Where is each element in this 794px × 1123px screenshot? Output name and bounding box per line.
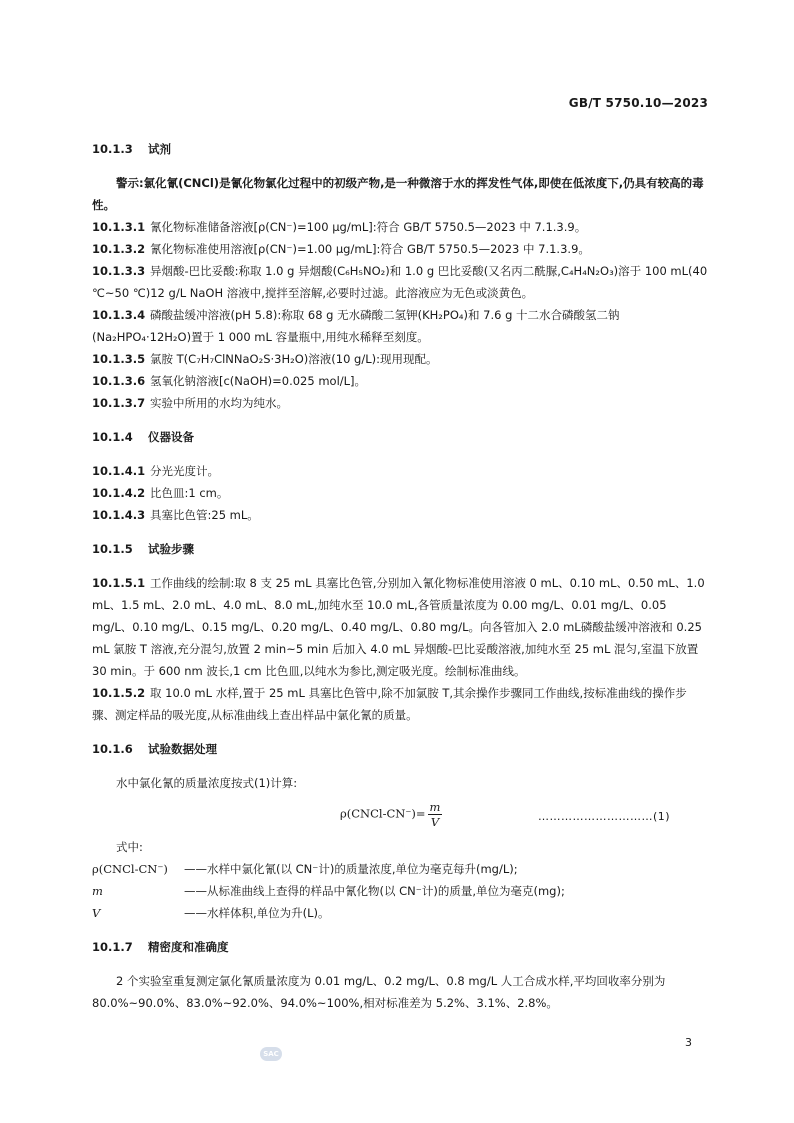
section-heading-10-1-6 [92,738,708,760]
clause-text: 异烟酸-巴比妥酸:称取 1.0 g 异烟酸(C₆H₅NO₂)和 1.0 g 巴比妥酸(又名丙二酰脲,C₄H₄N₂O₃)溶于 100 mL(40 ℃~50 ℃)12 g/L NaOH 溶液中,搅拌至溶解,必要时过滤。此溶液应为无色或淡黄色。 [92,264,708,300]
section-number: 10.1.3 [92,142,133,156]
section-number: 10.1.4 [92,430,133,444]
section-number: 10.1.5 [92,542,133,556]
clause-10-1-3-3 [92,260,708,304]
section-title: 仪器设备 [148,430,194,444]
section-number: 10.1.7 [92,940,133,954]
clause-text: 工作曲线的绘制:取 8 支 25 mL 具塞比色管,分别加入氰化物标准使用溶液 0 mL、0.10 mL、0.50 mL、1.0 mL、1.5 mL、2.0 mL、4.0 mL、8.0 mL,加纯水至 10.0 mL,各管质量浓度为 0.00 mg/L、0.01 mg/L、0.05 mg/L、0.10 mg/L、0.15 mg/L、0.20 mg/L、0.40 mg/L、0.80 mg/L。向各管加入 2.0 mL磷酸盐缓冲溶液和 0.25 mL 氯胺 T 溶液,充分混匀,放置 2 min~5 min 后加入 4.0 mL 异烟酸-巴比妥酸溶液,加纯水至 25 mL 混匀,室温下放置 30 min。于 600 nm 波长,1 cm 比色皿,以纯水为参比,测定吸光度。绘制标准曲线。 [92,576,705,678]
clause-10-1-3-1 [92,216,708,238]
sac-watermark-logo: SAC [260,1047,282,1061]
clause-text: 取 10.0 mL 水样,置于 25 mL 具塞比色管中,除不加氯胺 T,其余操作步骤同工作曲线,按标准曲线的操作步骤、测定样品的吸光度,从标准曲线上查出样品中氯化氰的质量。 [92,686,687,722]
clause-text: 磷酸盐缓冲溶液(pH 5.8):称取 68 g 无水磷酸二氢钾(KH₂PO₄)和 7.6 g 十二水合磷酸氢二钠(Na₂HPO₄·12H₂O)置于 1 000 mL 容量瓶中,用纯水稀释至刻度。 [92,308,620,344]
warning-body: 氯化氰(CNCl)是氰化物氯化过程中的初级产物,是一种微溶于水的挥发性气体,即使在低浓度下,仍具有较高的毒性。 [92,176,704,212]
clause-number: 10.1.3.7 [92,396,146,410]
formula-fraction [428,800,443,829]
clause-text: 氰化物标准储备溶液[ρ(CN⁻)=100 μg/mL]:符合 GB/T 5750.5—2023 中 7.1.3.9。 [150,220,587,234]
clause-10-1-5-1 [92,572,708,682]
clause-number: 10.1.3.2 [92,242,146,256]
clause-number: 10.1.3.1 [92,220,146,234]
standard-code-header: GB/T 5750.10—2023 [568,96,708,110]
clause-number: 10.1.4.3 [92,508,146,522]
formula-denominator: V [430,815,440,829]
section-heading-10-1-3 [92,138,708,160]
clause-number: 10.1.5.1 [92,576,146,590]
definition-m [92,880,708,902]
formula-intro: 水中氯化氰的质量浓度按式(1)计算: [116,776,298,790]
section-title: 试验步骤 [148,542,194,556]
section-heading-10-1-7 [92,936,708,958]
clause-10-1-3-6 [92,370,708,392]
clause-text: 氯胺 T(C₇H₇ClNNaO₂S·3H₂O)溶液(10 g/L):现用现配。 [150,352,438,366]
page-number: 3 [685,1036,692,1049]
section-number: 10.1.6 [92,742,133,756]
clause-text: 比色皿:1 cm。 [150,486,229,500]
section-title: 试验数据处理 [148,742,217,756]
warning-label: 警示: [116,176,144,190]
definition-text: ——从标准曲线上查得的样品中氰化物(以 CN⁻计)的质量,单位为毫克(mg); [184,884,565,898]
formula-expression [340,800,442,829]
formula-1 [92,800,708,832]
definition-text: ——水样中氯化氰(以 CN⁻计)的质量浓度,单位为毫克每升(mg/L); [184,862,518,876]
equation-number: …………………………(1) [538,810,671,823]
document-body [92,138,708,1014]
clause-10-1-4-2 [92,482,708,504]
clause-text: 实验中所用的水均为纯水。 [150,396,288,410]
clause-10-1-5-2 [92,682,708,726]
clause-text: 氢氧化钠溶液[c(NaOH)=0.025 mol/L]。 [150,374,367,388]
clause-10-1-3-2 [92,238,708,260]
where-label: 式中: [116,840,143,854]
definition-v [92,902,708,924]
formula-numerator: m [429,800,441,814]
precision-paragraph: 2 个实验室重复测定氯化氰质量浓度为 0.01 mg/L、0.2 mg/L、0.8 mg/L 人工合成水样,平均回收率分别为 80.0%~90.0%、83.0%~92.0%、94.0%~100%,相对标准差为 5.2%、3.1%、2.8%。 [92,974,666,1010]
clause-10-1-3-5 [92,348,708,370]
clause-text: 氰化物标准使用溶液[ρ(CN⁻)=1.00 μg/mL]:符合 GB/T 5750.5—2023 中 7.1.3.9。 [150,242,590,256]
warning-paragraph [92,172,708,216]
clause-number: 10.1.5.2 [92,686,146,700]
clause-number: 10.1.3.5 [92,352,146,366]
clause-number: 10.1.4.1 [92,464,146,478]
section-title: 精密度和准确度 [148,940,229,954]
clause-number: 10.1.4.2 [92,486,146,500]
clause-text: 具塞比色管:25 mL。 [150,508,259,522]
clause-10-1-3-4 [92,304,708,348]
section-title: 试剂 [148,142,171,156]
clause-number: 10.1.3.6 [92,374,146,388]
clause-number: 10.1.3.4 [92,308,146,322]
clause-10-1-3-7 [92,392,708,414]
definition-text: ——水样体积,单位为升(L)。 [184,906,330,920]
clause-10-1-4-1 [92,460,708,482]
formula-lhs: ρ(CNCl-CN⁻)= [340,806,426,821]
definition-symbol: m [92,884,103,898]
section-heading-10-1-4 [92,426,708,448]
clause-10-1-4-3 [92,504,708,526]
definition-symbol: ρ(CNCl-CN⁻) [92,862,168,876]
clause-text: 分光光度计。 [150,464,219,478]
section-heading-10-1-5 [92,538,708,560]
definition-rho [92,858,708,880]
definition-symbol: V [92,906,101,920]
clause-number: 10.1.3.3 [92,264,146,278]
